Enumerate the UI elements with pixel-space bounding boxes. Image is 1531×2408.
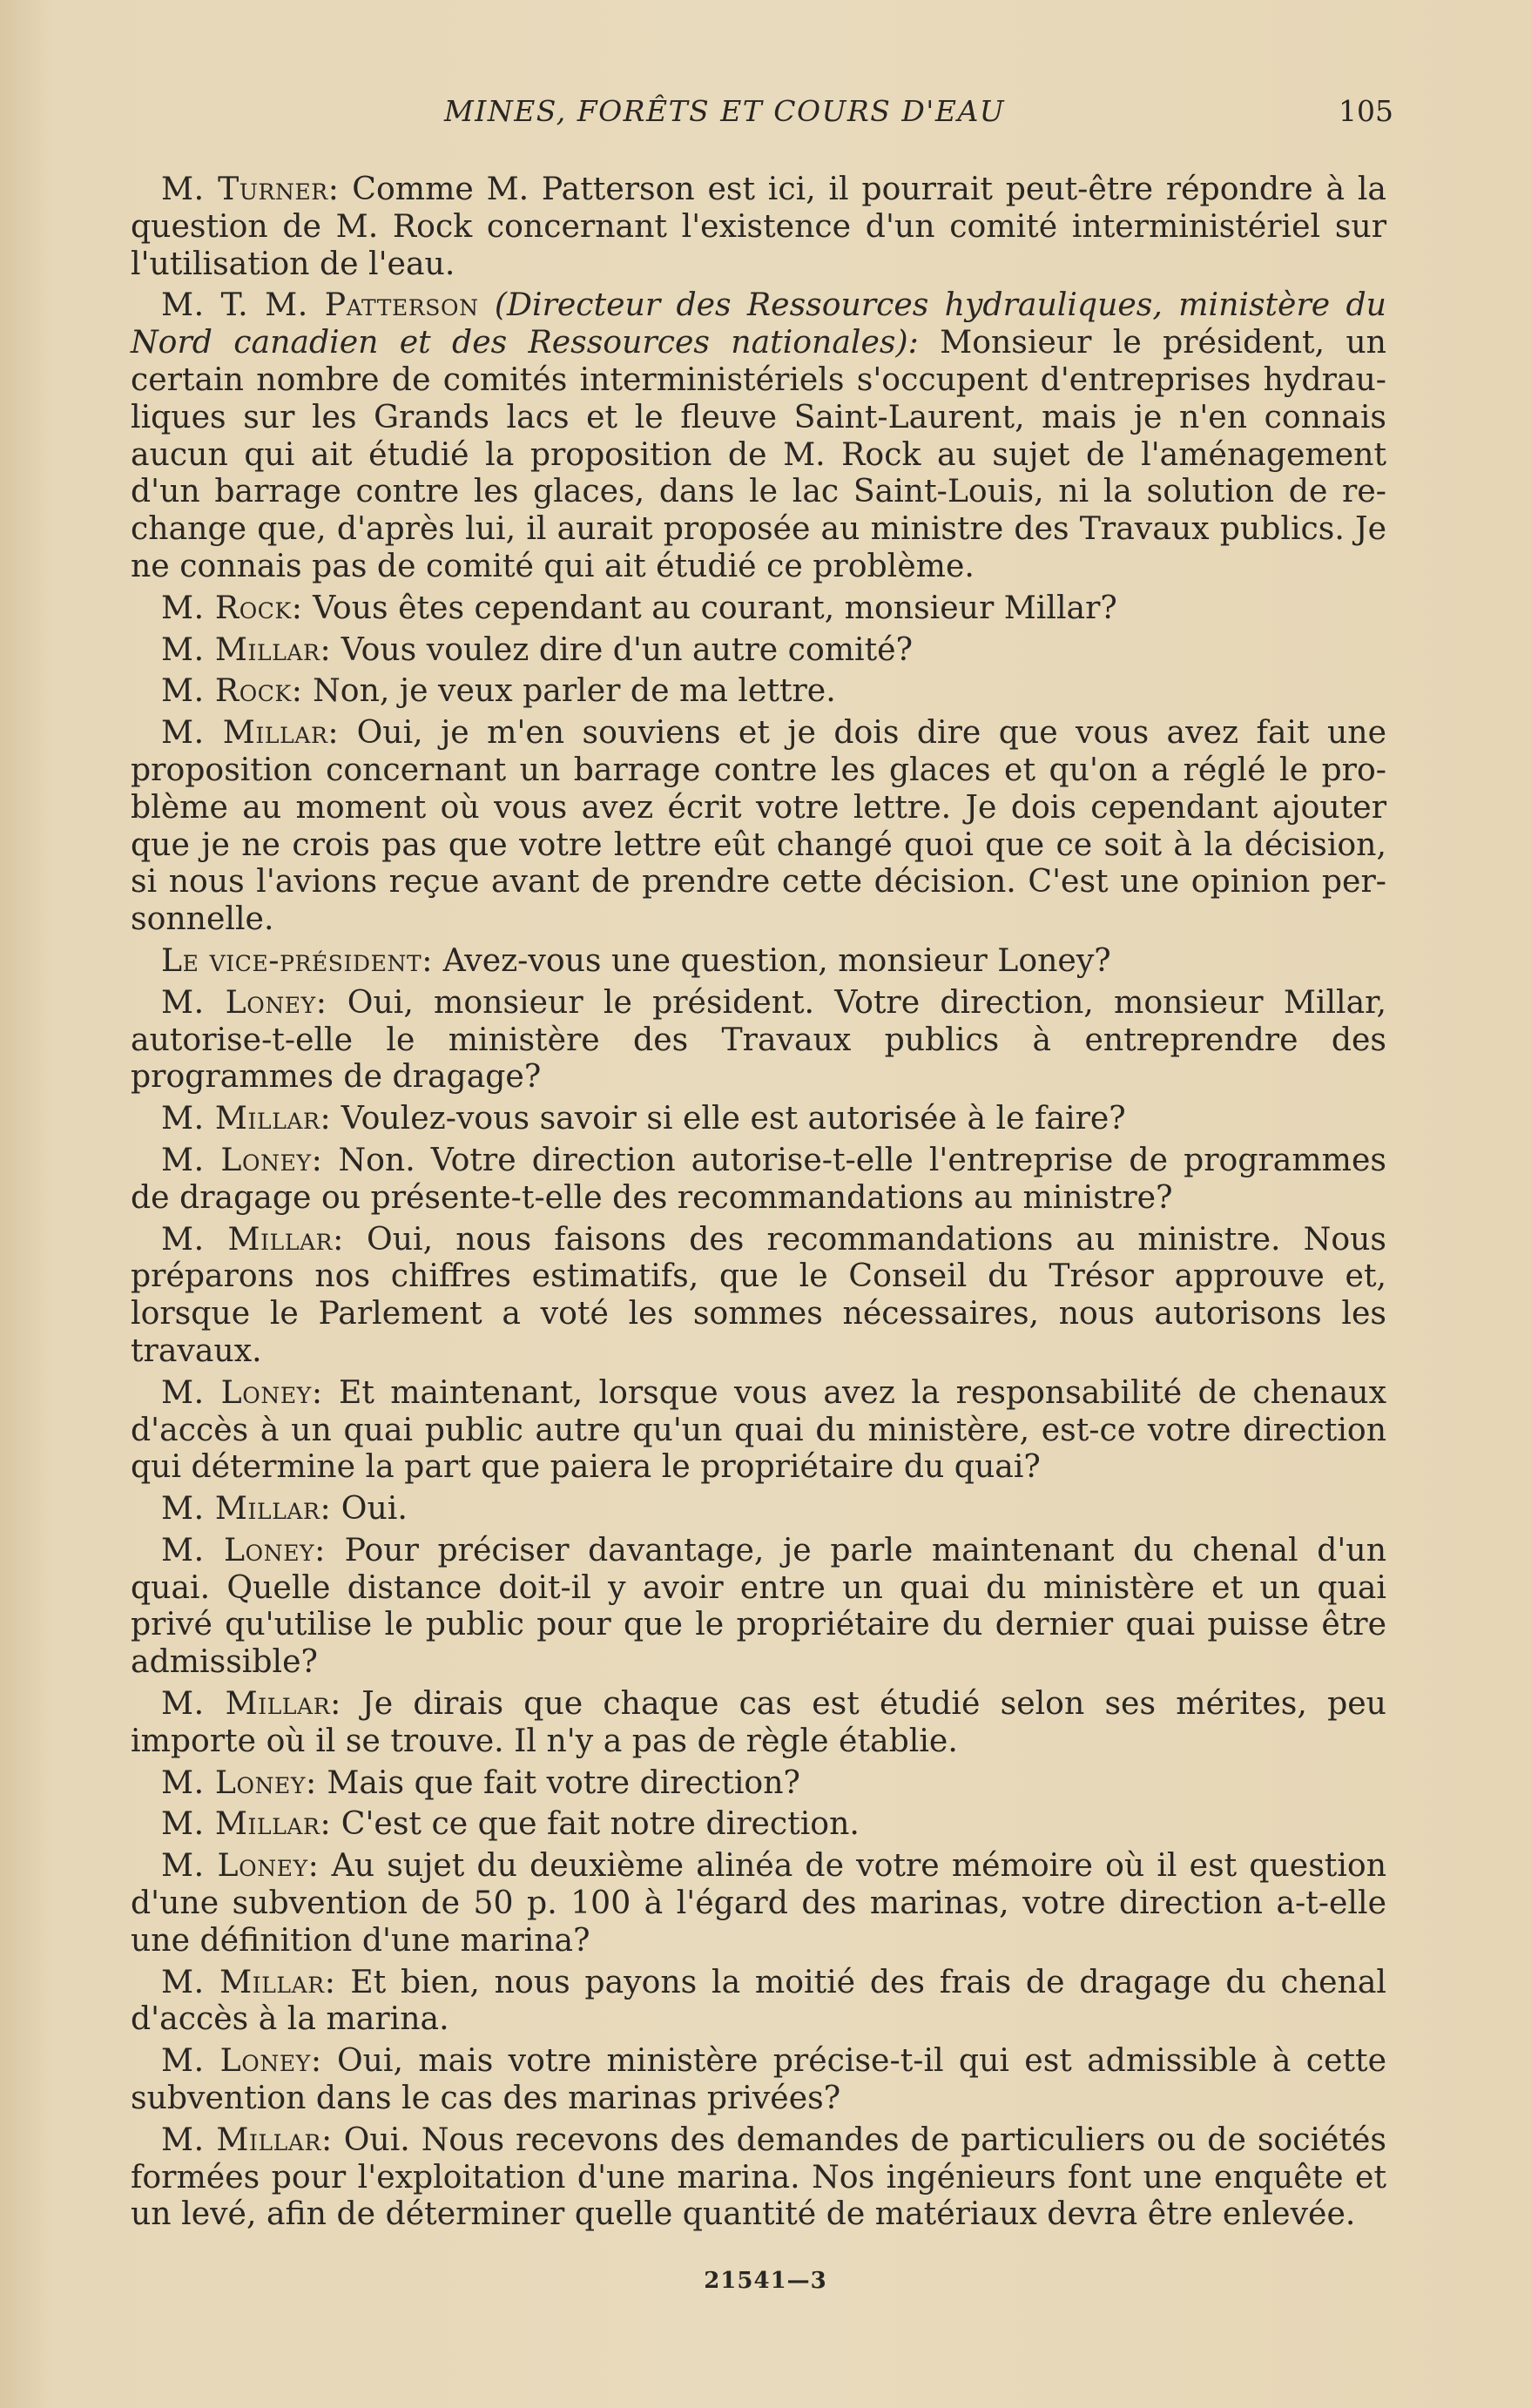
paragraph [131,1847,1386,1959]
paragraph [131,590,1386,627]
speaker-name: M. Rock: [161,671,303,710]
paragraph-text: Au sujet du deuxième alinéa de votre mémoire où il est question d'une subvention de 50 p. 100 à l'égard des marinas, votre direction a-t-elle une définition d'une marina? [131,1846,1387,1959]
speaker-name: M. Millar: [161,1962,336,2000]
paragraph [131,2042,1386,2117]
paragraph [131,1100,1386,1137]
paragraph [131,1532,1386,1681]
running-title: MINES, FORÊTS ET COURS D'EAU [444,94,1006,128]
paragraph [131,672,1386,710]
speaker-title: (Directeur des Ressources hydrauliques, ministère du Nord canadien et des Ressources nationales): [131,286,1386,361]
paragraph-text: Non, je veux parler de ma lettre. [313,671,836,710]
speaker-name: M. Millar: [161,1099,332,1137]
paragraph-text: Mais que fait votre direction? [327,1763,800,1801]
paragraph-text: C'est ce que fait notre direction. [341,1804,860,1843]
paragraph-text: Vous voulez dire d'un autre comité? [341,630,913,668]
speaker-name: M. Loney: [161,982,327,1021]
paragraph [131,714,1386,938]
paragraph-text: Oui, je m'en souviens et je dois dire que vous avez fait une proposition concernant un barrage contre les glaces et qu'on a réglé le problème au moment où vous avez écrit votre lettre. Je dois cependant ajouter que je ne crois pas que votre lettre eût changé quoi que ce soit à la décision, si nous l'avions reçue avant de prendre cette décision. C'est une opinion personnelle. [131,713,1386,938]
page-header [139,94,1393,138]
speaker-name: M. Millar: [161,713,340,752]
transcript-body [131,171,1386,2237]
speaker-name: M. Millar: [161,1684,341,1723]
paragraph-text: Oui. Nous recevons des demandes de particuliers ou de sociétés formées pour l'exploitation d'une marina. Nos ingénieurs font une enquête et un levé, afin de déterminer quelle quantité de matériaux devra être enlevée. [131,2120,1386,2233]
paragraph [131,2121,1386,2233]
paragraph [131,1142,1386,1217]
paragraph [131,942,1386,980]
signature-code: 21541—3 [704,2268,827,2294]
paragraph [131,171,1386,282]
speaker-name: M. Loney: [161,2041,322,2080]
speaker-name: Le vice-président: [161,941,434,979]
page-number: 105 [1339,94,1393,128]
paragraph-text: Je dirais que chaque cas est étudié selon ses mérites, peu importe où il se trouve. Il n'y a pas de règle établie. [131,1684,1386,1759]
paragraph-text: Oui, monsieur le président. Votre direction, monsieur Millar, autorise-t-elle le ministère des Travaux publics à entreprendre des programmes de dragage? [131,982,1386,1096]
speaker-name: M. Loney: [161,1373,323,1411]
paragraph-text: Comme M. Patterson est ici, il pourrait peut-être répondre à la question de M. Rock concernant l'existence d'un comité interministériel sur l'utilisation de l'eau. [131,170,1386,282]
paragraph [131,1764,1386,1802]
paragraph-text: Voulez-vous savoir si elle est autorisée à le faire? [341,1099,1126,1137]
paragraph [131,1805,1386,1843]
paragraph-text: Non. Votre direction autorise-t-elle l'entreprise de programmes de dragage ou présente-t-elle des recommandations au ministre? [131,1140,1386,1216]
paragraph [131,1685,1386,1760]
paragraph [131,287,1386,584]
paragraph-text: Pour préciser davantage, je parle maintenant du chenal d'un quai. Quelle distance doit-il y avoir entre un quai du ministère et un quai privé qu'utilise le public pour que le propriétaire du dernier quai puisse être admissible? [131,1530,1386,1681]
speaker-name: M. T. M. Patterson [161,286,479,324]
paragraph-text: Oui, mais votre ministère précise-t-il qui est admissible à cette subvention dans le cas des marinas privées? [131,2041,1386,2117]
paragraph [131,631,1386,669]
speaker-name: M. Loney: [161,1763,317,1801]
paragraph-text: Et bien, nous payons la moitié des frais de dragage du chenal d'accès à la marina. [131,1962,1386,2038]
speaker-name: M. Loney: [161,1846,320,1885]
speaker-name: M. Rock: [161,588,303,626]
speaker-name: M. Turner: [161,170,340,207]
paragraph-text: Oui. [341,1489,408,1528]
paragraph [131,1374,1386,1486]
speaker-name: M. Loney: [161,1530,326,1568]
paragraph [131,1964,1386,2039]
paragraph [131,1490,1386,1528]
speaker-name: M. Millar: [161,1219,344,1258]
speaker-name: M. Millar: [161,1804,332,1843]
paragraph [131,984,1386,1096]
paragraph [131,1221,1386,1370]
paragraph-text: Avez-vous une question, monsieur Loney? [442,941,1111,979]
paragraph-text: Vous êtes cependant au courant, monsieur Millar? [313,588,1117,626]
speaker-name: M. Millar: [161,630,332,668]
paragraph-text: Oui, nous faisons des recommandations au ministre. Nous préparons nos chiffres estimatifs, que le Conseil du Trésor approuve et, lorsque le Parlement a voté les sommes nécessaires, nous autorisons les travaux. [131,1219,1386,1369]
speaker-name: M. Millar: [161,1489,332,1528]
paragraph-text: Et maintenant, lorsque vous avez la responsabilité de chenaux d'accès à un quai public autre qu'un quai du ministère, est-ce votre direction qui détermine la part que paiera le propriétaire du quai? [131,1373,1386,1486]
speaker-name: M. Millar: [161,2120,333,2158]
paragraph-text: Monsieur le président, un certain nombre de comités interministériels s'occupent d'entreprises hydrauliques sur les Grands lacs et le fleuve Saint-Laurent, mais je n'en connais aucun qui ait étudié la proposition de M. Rock au sujet de l'aménagement d'un barrage contre les glaces, dans le lac Saint-Louis, ni la solution de rechange que, d'après lui, il aurait proposée au ministre des Travaux publics. Je ne connais pas de comité qui ait étudié ce problème. [131,323,1386,584]
speaker-name: M. Loney: [161,1140,323,1178]
